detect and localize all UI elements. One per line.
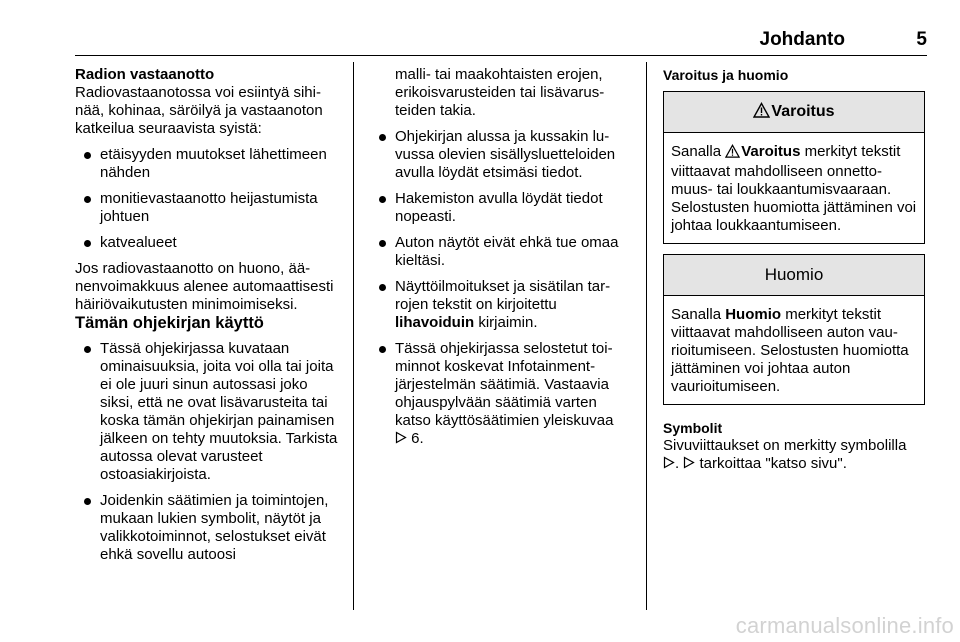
page-ref-arrow-icon bbox=[683, 456, 695, 474]
bullet-icon bbox=[84, 152, 91, 159]
list-item: Näyttöilmoitukset ja sisätilan tarrojen tekstit on kirjoitettu lihavoiduin kirjaimin. bbox=[370, 278, 636, 332]
list-item: Tässä ohjekirjassa kuvataan ominaisuuksia, joita voi olla tai joita ei ole juuri sinun autossasi joko siksi, että ne ovat lisävarusteita tai koska tämän ohjekirjan painamisen jälkeen on tehty muutoksia. Tarkista autossa olevat varusteet ostoasiakirjoista. bbox=[75, 340, 341, 484]
radio-outro: Jos radiovastaanotto on huono, äänenvoimakkuus alenee automaattisesti häiriövaikutusten minimoimiseksi. bbox=[75, 260, 334, 313]
list-item: Tässä ohjekirjassa selostetut toiminnot koskevat Infotainment-järjestelmän säätimiä. Vastaavia ohjauspylvään säätimiä varten katso käyttösäätimien yleiskuvaa 6. bbox=[370, 340, 636, 449]
page-number: 5 bbox=[916, 29, 927, 50]
manual-heading: Tämän ohjekirjan käyttö bbox=[75, 314, 264, 332]
usage-bullet-list bbox=[370, 128, 636, 449]
page-ref-arrow-icon bbox=[395, 431, 407, 449]
column-1 bbox=[75, 66, 341, 572]
continuation-text: malli- tai maakohtaisten erojen, erikoisvarusteiden tai lisävarusteiden takia. bbox=[395, 66, 605, 119]
list-item: Ohjekirjan alussa ja kussakin luvussa olevien sisällysluetteloiden avulla löydät etsimäsi tiedot. bbox=[370, 128, 636, 182]
warning-triangle-icon bbox=[725, 144, 740, 163]
symbols-heading: Symbolit bbox=[663, 420, 723, 436]
bullet-icon bbox=[379, 196, 386, 203]
bold-example: lihavoiduin bbox=[395, 314, 475, 331]
header-rule bbox=[75, 55, 927, 56]
notice-box-header bbox=[664, 255, 924, 296]
bullet-icon bbox=[379, 284, 386, 291]
page-ref-arrow-icon bbox=[663, 456, 675, 474]
symbols-text: Sivuviittaukset on merkitty symbolilla . tarkoittaa "katso sivu". bbox=[663, 437, 907, 472]
radio-heading: Radion vastaanotto bbox=[75, 66, 215, 83]
column-divider-2 bbox=[646, 62, 647, 610]
list-item: etäisyyden muutokset lähettimeen nähden bbox=[75, 146, 341, 182]
list-item: katvealueet bbox=[75, 234, 341, 252]
list-item: monitievastaanotto heijastumista johtuen bbox=[75, 190, 341, 226]
notice-box-title: Huomio bbox=[764, 265, 824, 284]
column-2 bbox=[370, 66, 636, 457]
radio-intro: Radiovastaanotossa voi esiintyä sihinää, kohinaa, säröilyä ja vastaanoton katkeilua seuraavista syistä: bbox=[75, 84, 323, 137]
bullet-icon bbox=[84, 498, 91, 505]
manual-bullet-list bbox=[75, 340, 341, 564]
list-item: Auton näytöt eivät ehkä tue omaa kieltäsi. bbox=[370, 234, 636, 270]
warning-box bbox=[663, 91, 925, 244]
column-3 bbox=[663, 66, 925, 474]
warning-box-body: Sanalla Varoitus merkityt tekstit viittaavat mahdolliseen onnettomuus- tai loukkaantumisvaaraan. Selostusten huomiotta jättäminen voi johtaa loukkaantumiseen. bbox=[671, 143, 917, 234]
notice-box bbox=[663, 254, 925, 405]
warning-box-header bbox=[664, 92, 924, 133]
radio-bullet-list bbox=[75, 146, 341, 252]
list-item: Hakemiston avulla löydät tiedot nopeasti. bbox=[370, 190, 636, 226]
bullet-icon bbox=[379, 134, 386, 141]
bullet-icon bbox=[84, 196, 91, 203]
page-header bbox=[75, 29, 927, 55]
list-item: Joidenkin säätimien ja toimintojen, mukaan lukien symbolit, näytöt ja valikkotoiminnot, selostukset eivät ehkä sovellu autoosi bbox=[75, 492, 341, 564]
notice-box-body: Sanalla Huomio merkityt tekstit viittaavat mahdolliseen auton vaurioitumiseen. Selostusten huomiotta jättäminen voi johtaa auton vaurioitumiseen. bbox=[671, 306, 909, 395]
watermark: carmanualsonline.info bbox=[735, 613, 954, 638]
bullet-icon bbox=[379, 346, 386, 353]
warnings-heading: Varoitus ja huomio bbox=[663, 67, 789, 83]
warning-triangle-icon bbox=[753, 94, 770, 134]
bullet-icon bbox=[379, 240, 386, 247]
bullet-icon bbox=[84, 346, 91, 353]
bullet-icon bbox=[84, 240, 91, 247]
warning-box-title: Varoitus bbox=[771, 103, 835, 120]
column-divider-1 bbox=[353, 62, 354, 610]
header-title: Johdanto bbox=[759, 29, 845, 50]
